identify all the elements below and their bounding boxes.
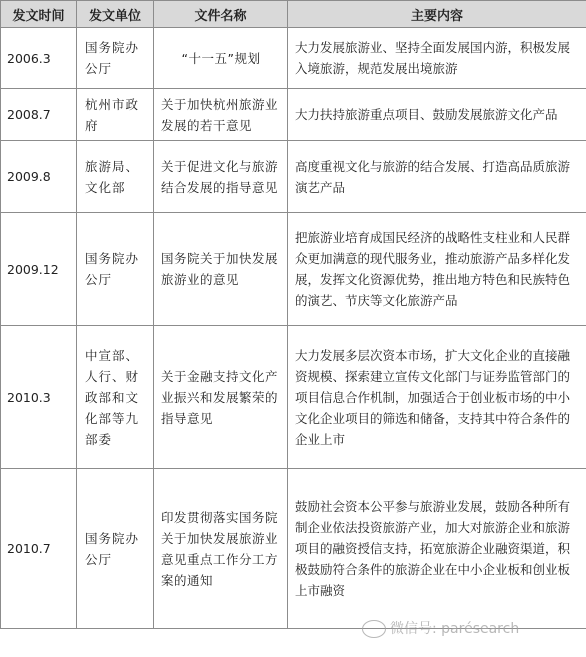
cell-content: 大力扶持旅游重点项目、鼓励发展旅游文化产品 [288,89,586,141]
table-row [1,469,586,629]
cell-name: 关于加快杭州旅游业发展的若干意见 [154,89,288,141]
cell-name: 关于金融支持文化产业振兴和发展繁荣的指导意见 [154,326,288,469]
table-row [1,213,586,326]
header-name: 文件名称 [154,1,288,28]
header-content: 主要内容 [288,1,586,28]
cell-unit: 中宣部、人行、财政部和文化部等九部委 [77,326,154,469]
watermark [362,618,519,638]
cell-name: 关于促进文化与旅游结合发展的指导意见 [154,141,288,213]
cell-unit: 国务院办公厅 [77,213,154,326]
table-row [1,141,586,213]
cell-date: 2010.7 [1,469,77,629]
header-date: 发文时间 [1,1,77,28]
header-unit: 发文单位 [77,1,154,28]
watermark-text: 微信号: parésearch [390,621,520,637]
cell-date: 2009.12 [1,213,77,326]
cell-unit: 国务院办公厅 [77,469,154,629]
table-row [1,89,586,141]
cell-name: 印发贯彻落实国务院关于加快发展旅游业意见重点工作分工方案的通知 [154,469,288,629]
cell-unit: 杭州市政府 [77,89,154,141]
cell-name: 国务院关于加快发展旅游业的意见 [154,213,288,326]
header-row [1,1,586,28]
cell-content: 大力发展旅游业、坚持全面发展国内游，积极发展入境旅游，规范发展出境旅游 [288,28,586,89]
cell-date: 2008.7 [1,89,77,141]
table-row [1,326,586,469]
cell-content: 鼓励社会资本公平参与旅游业发展，鼓励各种所有制企业依法投资旅游产业，加大对旅游企业和旅游项目的融资授信支持，拓宽旅游企业融资渠道，积极鼓励符合条件的旅游企业在中小企业板和创业板上市融资 [288,469,586,629]
table-row [1,28,586,89]
cell-unit: 国务院办公厅 [77,28,154,89]
cell-date: 2009.8 [1,141,77,213]
cell-unit: 旅游局、文化部 [77,141,154,213]
cell-content: 高度重视文化与旅游的结合发展、打造高品质旅游演艺产品 [288,141,586,213]
cell-name: “十一五”规划 [154,28,288,89]
cell-date: 2010.3 [1,326,77,469]
cell-date: 2006.3 [1,28,77,89]
wechat-icon [362,620,386,638]
cell-content: 大力发展多层次资本市场，扩大文化企业的直接融资规模、探索建立宣传文化部门与证券监管部门的项目信息合作机制，加强适合于创业板市场的中小文化企业项目的筛选和储备，支持其中符合条件的企业上市 [288,326,586,469]
cell-content: 把旅游业培育成国民经济的战略性支柱业和人民群众更加满意的现代服务业，推动旅游产品多样化发展，发挥文化资源优势，推出地方特色和民族特色的演艺、节庆等文化旅游产品 [288,213,586,326]
